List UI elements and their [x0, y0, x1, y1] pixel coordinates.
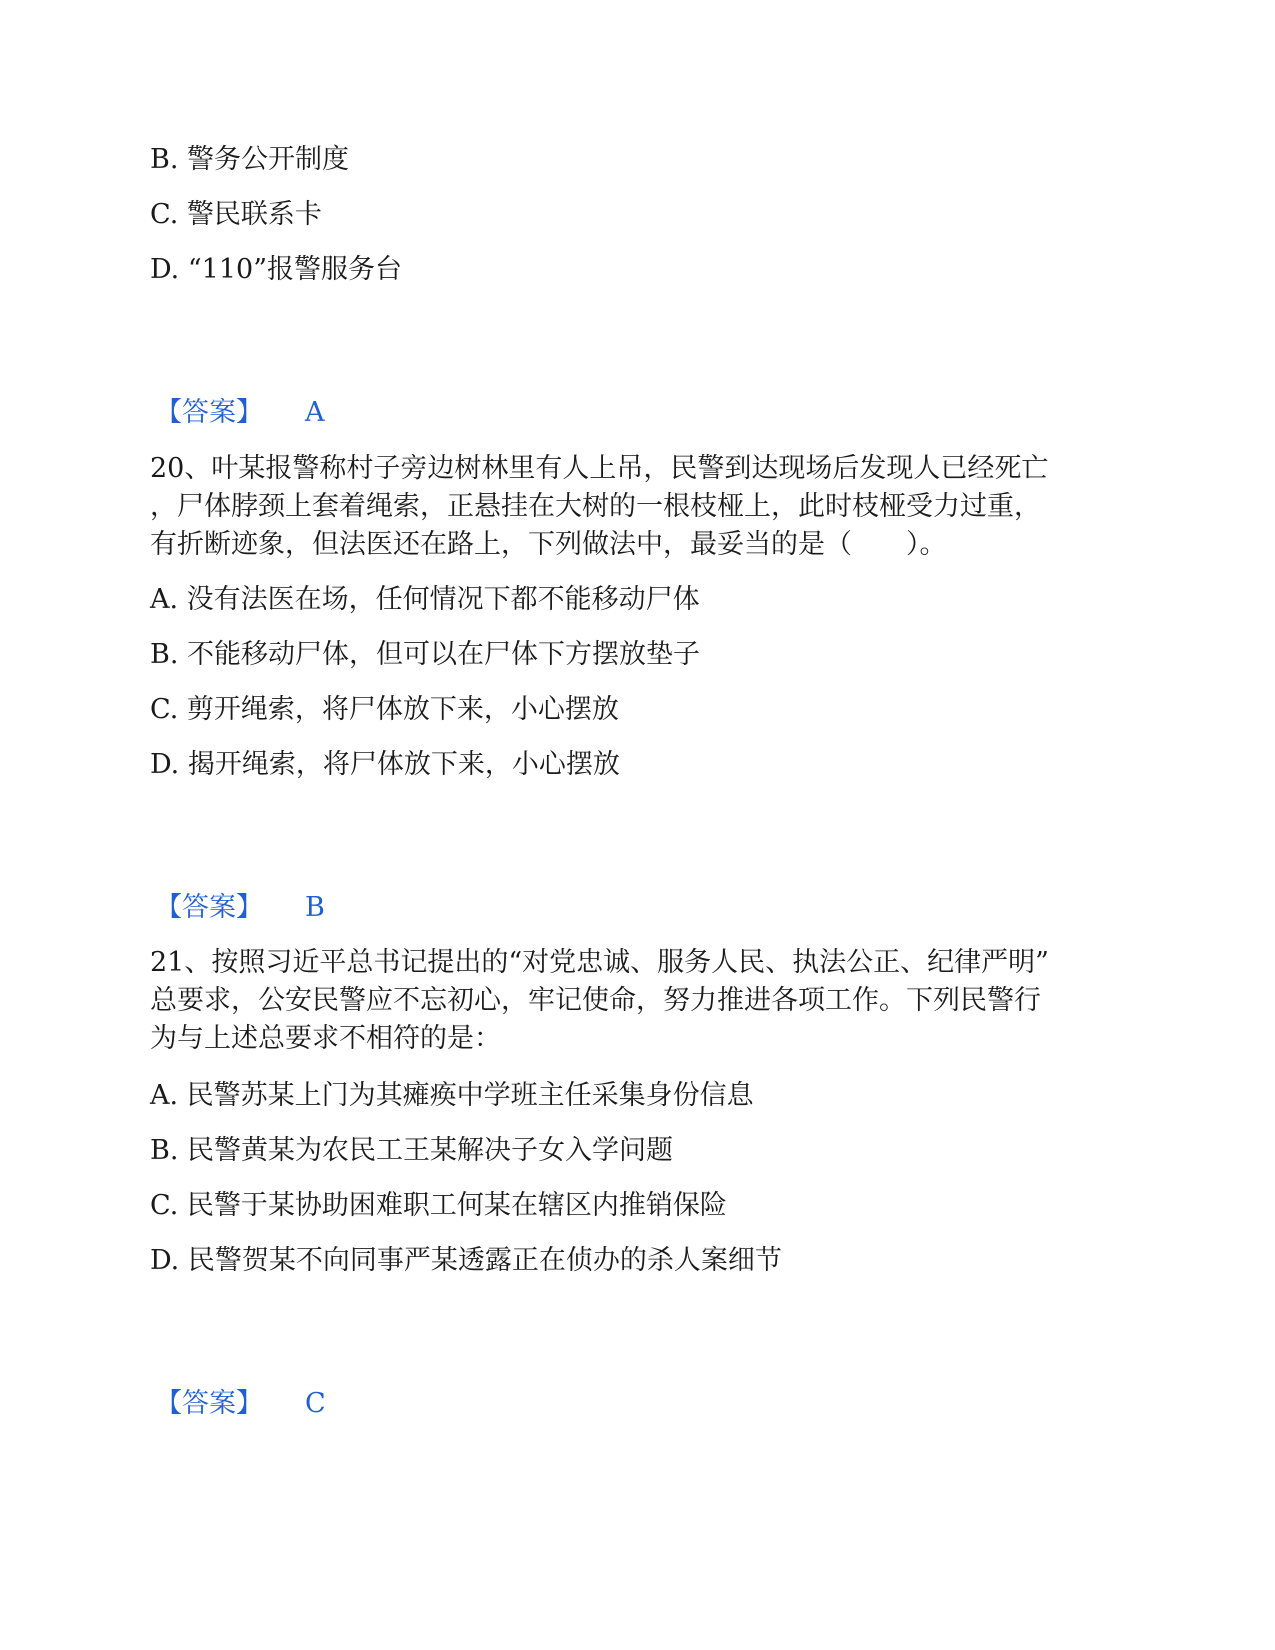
q21-answer: [155, 1387, 326, 1421]
q20-option-a: A. 没有法医在场，任何情况下都不能移动尸体: [150, 584, 700, 615]
q21-stem-line: 总要求，公安民警应不忘初心，牢记使命，努力推进各项工作。下列民警行: [150, 985, 1041, 1016]
q20-answer: [155, 891, 325, 925]
q20-option-b: B. 不能移动尸体，但可以在尸体下方摆放垫子: [150, 639, 701, 670]
q21-stem-line: 21、按照习近平总书记提出的“对党忠诚、服务人民、执法公正、纪律严明”: [150, 947, 1049, 978]
answer-label: 【答案】: [155, 892, 263, 923]
answer-value: B: [305, 892, 325, 923]
q20-option-d: D. 揭开绳索，将尸体放下来，小心摆放: [150, 749, 620, 780]
answer-value: A: [305, 397, 325, 428]
q20-stem: [150, 450, 1115, 564]
q19-answer: [155, 396, 325, 430]
q20-stem-line: 有折断迹象，但法医还在路上，下列做法中，最妥当的是（ ）。: [150, 529, 947, 560]
q19-option-b: B. 警务公开制度: [150, 144, 350, 175]
q20-option-c: C. 剪开绳索，将尸体放下来，小心摆放: [150, 694, 619, 725]
q19-option-d: D. “110”报警服务台: [150, 254, 402, 285]
answer-label: 【答案】: [155, 397, 263, 428]
answer-label: 【答案】: [155, 1388, 263, 1419]
q20-stem-line: 20、叶某报警称村子旁边树林里有人上吊，民警到达现场后发现人已经死亡: [150, 453, 1049, 484]
q21-option-b: B. 民警黄某为农民工王某解决子女入学问题: [150, 1135, 674, 1166]
answer-value: C: [305, 1388, 326, 1419]
q21-stem-line: 为与上述总要求不相符的是：: [150, 1023, 501, 1054]
q21-option-d: D. 民警贺某不向同事严某透露正在侦办的杀人案细节: [150, 1245, 782, 1276]
q19-option-c: C. 警民联系卡: [150, 199, 322, 230]
q21-stem: [150, 944, 1115, 1058]
q20-stem-line: ，尸体脖颈上套着绳索，正悬挂在大树的一根枝桠上，此时枝桠受力过重，: [150, 491, 1041, 522]
q21-option-a: A. 民警苏某上门为其瘫痪中学班主任采集身份信息: [150, 1080, 754, 1111]
q21-option-c: C. 民警于某协助困难职工何某在辖区内推销保险: [150, 1190, 727, 1221]
